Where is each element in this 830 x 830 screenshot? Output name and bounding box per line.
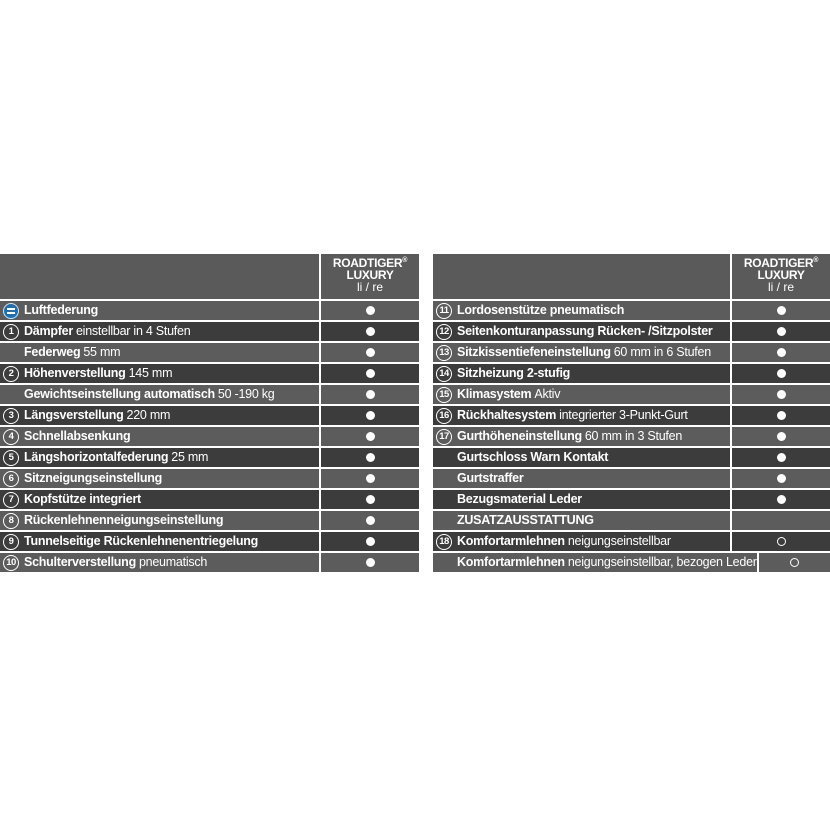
availability-cell <box>732 406 830 425</box>
item-number-badge: 1 <box>3 324 19 340</box>
feature-name: Klimasystem <box>457 387 532 401</box>
availability-cell <box>759 553 830 572</box>
table-row <box>433 301 830 322</box>
item-number-badge: 4 <box>3 429 19 445</box>
feature-label-cell <box>0 490 321 509</box>
item-number-badge: 5 <box>3 450 19 466</box>
standard-dot-icon <box>777 495 786 504</box>
model-name: LUXURY <box>757 268 805 282</box>
sides-label: li / re <box>356 280 383 294</box>
item-number-badge: 6 <box>3 471 19 487</box>
item-number-badge: 11 <box>436 303 452 319</box>
table-row <box>433 553 830 574</box>
header-blank <box>433 254 732 299</box>
availability-cell <box>321 469 419 488</box>
feature-name: Bezugsmaterial Leder <box>457 492 582 506</box>
header-blank <box>0 254 321 299</box>
table-row <box>0 490 419 511</box>
feature-name: Sitzneigungseinstellung <box>24 471 163 485</box>
feature-name: Tunnelseitige Rückenlehnenentriegelung <box>24 534 259 548</box>
table-row <box>433 343 830 364</box>
feature-name: Luftfederung <box>24 303 99 317</box>
feature-label-cell <box>433 322 732 341</box>
feature-detail: 50 -190 kg <box>217 387 275 401</box>
standard-dot-icon <box>777 411 786 420</box>
table-row <box>433 364 830 385</box>
feature-label-cell <box>433 364 732 383</box>
availability-cell <box>321 322 419 341</box>
item-number-badge: 12 <box>436 324 452 340</box>
item-number-badge: 7 <box>3 492 19 508</box>
feature-detail: 145 mm <box>128 366 173 380</box>
optional-ring-icon <box>777 537 786 546</box>
availability-cell <box>321 343 419 362</box>
item-number-badge: 8 <box>3 513 19 529</box>
standard-dot-icon <box>366 537 375 546</box>
model-column-header <box>732 254 830 299</box>
feature-label-cell <box>0 385 321 404</box>
table-row <box>433 406 830 427</box>
feature-name: Längsverstellung <box>24 408 124 422</box>
feature-name: Komfortarmlehnen <box>457 555 565 569</box>
table-row <box>0 511 419 532</box>
feature-name: Höhenverstellung <box>24 366 126 380</box>
availability-cell <box>321 532 419 551</box>
feature-label-cell <box>433 406 732 425</box>
feature-detail: 60 mm in 6 Stufen <box>613 345 711 359</box>
optional-ring-icon <box>790 558 799 567</box>
standard-dot-icon <box>366 453 375 462</box>
feature-table-right <box>433 254 830 574</box>
table-row <box>0 385 419 406</box>
table-header <box>433 254 830 301</box>
feature-label-cell <box>0 343 321 362</box>
standard-dot-icon <box>366 516 375 525</box>
feature-label-cell <box>0 511 321 530</box>
feature-name: Sitzkissentiefeneinstellung <box>457 345 611 359</box>
feature-label-cell <box>433 427 732 446</box>
feature-detail: einstellbar in 4 Stufen <box>75 324 191 338</box>
availability-cell <box>321 385 419 404</box>
feature-label-cell <box>433 490 732 509</box>
feature-detail: 60 mm in 3 Stufen <box>584 429 683 443</box>
feature-name: Rückhaltesystem <box>457 408 557 422</box>
feature-detail: 55 mm <box>83 345 121 359</box>
standard-dot-icon <box>366 411 375 420</box>
item-number-badge: 18 <box>436 534 452 550</box>
feature-detail: 220 mm <box>126 408 171 422</box>
availability-cell <box>732 343 830 362</box>
feature-rows <box>433 301 830 574</box>
table-row <box>433 322 830 343</box>
availability-cell <box>321 448 419 467</box>
item-number-badge: 16 <box>436 408 452 424</box>
item-number-badge: 13 <box>436 345 452 361</box>
feature-detail: Aktiv <box>534 387 561 401</box>
table-row <box>0 406 419 427</box>
feature-label-cell <box>0 364 321 383</box>
feature-label-cell <box>433 385 732 404</box>
feature-label-cell <box>0 532 321 551</box>
item-number-badge: 15 <box>436 387 452 403</box>
availability-cell <box>732 322 830 341</box>
standard-dot-icon <box>777 453 786 462</box>
feature-name: Gewichtseinstellung automatisch <box>24 387 215 401</box>
table-row <box>433 490 830 511</box>
standard-dot-icon <box>777 432 786 441</box>
feature-label-cell <box>433 343 732 362</box>
feature-name: Schulterverstellung <box>24 555 136 569</box>
table-row <box>433 469 830 490</box>
standard-dot-icon <box>366 369 375 378</box>
standard-dot-icon <box>366 327 375 336</box>
availability-cell <box>732 532 830 551</box>
item-number-badge: 10 <box>3 555 19 571</box>
feature-name: Komfortarmlehnen <box>457 534 565 548</box>
standard-dot-icon <box>366 432 375 441</box>
table-row <box>0 301 419 322</box>
item-number-badge: 9 <box>3 534 19 550</box>
standard-dot-icon <box>366 306 375 315</box>
feature-name: Kopfstütze integriert <box>24 492 141 506</box>
availability-cell <box>732 469 830 488</box>
standard-dot-icon <box>366 474 375 483</box>
table-row <box>433 511 830 532</box>
air-suspension-icon <box>3 303 19 319</box>
table-row <box>433 427 830 448</box>
brand-name: ROADTIGER® <box>743 256 819 270</box>
feature-label-cell <box>0 469 321 488</box>
feature-table-left <box>0 254 419 574</box>
availability-cell <box>732 490 830 509</box>
item-number-badge: 2 <box>3 366 19 382</box>
feature-label-cell <box>0 448 321 467</box>
availability-cell <box>732 385 830 404</box>
feature-name: Federweg <box>24 345 81 359</box>
table-row <box>0 553 419 574</box>
availability-cell <box>321 364 419 383</box>
feature-label-cell <box>433 448 732 467</box>
standard-dot-icon <box>366 348 375 357</box>
standard-dot-icon <box>777 474 786 483</box>
feature-label-cell <box>0 427 321 446</box>
standard-dot-icon <box>366 558 375 567</box>
feature-label-cell <box>0 322 321 341</box>
table-row <box>0 343 419 364</box>
feature-label-cell <box>0 553 321 572</box>
feature-name: Dämpfer <box>24 324 73 338</box>
feature-detail: 25 mm <box>171 450 209 464</box>
table-row <box>0 364 419 385</box>
standard-dot-icon <box>777 390 786 399</box>
availability-cell <box>732 364 830 383</box>
availability-cell <box>321 406 419 425</box>
table-row <box>433 532 830 553</box>
feature-label-cell <box>433 469 732 488</box>
feature-name: Längshorizontalfederung <box>24 450 169 464</box>
table-row <box>433 448 830 469</box>
feature-rows <box>0 301 419 574</box>
availability-cell <box>321 511 419 530</box>
availability-cell <box>321 427 419 446</box>
availability-cell <box>732 448 830 467</box>
feature-detail: neigungseinstellbar <box>567 534 671 548</box>
feature-name: Rückenlehnenneigungseinstellung <box>24 513 224 527</box>
table-row <box>433 385 830 406</box>
feature-detail: integrierter 3-Punkt-Gurt <box>559 408 688 422</box>
brand-name: ROADTIGER® <box>332 256 408 270</box>
feature-name: Schnellabsenkung <box>24 429 131 443</box>
table-row <box>0 532 419 553</box>
feature-label-cell <box>433 553 759 572</box>
feature-detail: pneumatisch <box>138 555 208 569</box>
availability-cell <box>732 427 830 446</box>
feature-label-cell <box>433 511 732 530</box>
table-header <box>0 254 419 301</box>
item-number-badge: 17 <box>436 429 452 445</box>
feature-name: Gurthöheneinstellung <box>457 429 582 443</box>
standard-dot-icon <box>366 495 375 504</box>
feature-name: Gurtstraffer <box>457 471 524 485</box>
feature-label-cell <box>433 301 732 320</box>
feature-name: ZUSATZAUSSTATTUNG <box>457 513 594 527</box>
standard-dot-icon <box>777 327 786 336</box>
item-number-badge: 14 <box>436 366 452 382</box>
item-number-badge: 3 <box>3 408 19 424</box>
model-column-header <box>321 254 419 299</box>
feature-detail: neigungseinstellbar, bezogen Leder <box>567 555 757 569</box>
feature-label-cell <box>433 532 732 551</box>
availability-cell <box>321 553 419 572</box>
feature-name: Lordosenstütze pneumatisch <box>457 303 625 317</box>
availability-cell <box>732 301 830 320</box>
sides-label: li / re <box>767 280 794 294</box>
availability-cell <box>321 301 419 320</box>
feature-label-cell <box>0 406 321 425</box>
model-name: LUXURY <box>346 268 394 282</box>
table-row <box>0 469 419 490</box>
table-row <box>0 448 419 469</box>
feature-name: Seitenkonturanpassung Rücken- /Sitzpolster <box>457 324 713 338</box>
feature-label-cell <box>0 301 321 320</box>
table-row <box>0 427 419 448</box>
feature-name: Gurtschloss Warn Kontakt <box>457 450 609 464</box>
standard-dot-icon <box>366 390 375 399</box>
availability-cell <box>732 511 830 530</box>
standard-dot-icon <box>777 369 786 378</box>
feature-name: Sitzheizung 2-stufig <box>457 366 571 380</box>
table-row <box>0 322 419 343</box>
standard-dot-icon <box>777 306 786 315</box>
availability-cell <box>321 490 419 509</box>
standard-dot-icon <box>777 348 786 357</box>
